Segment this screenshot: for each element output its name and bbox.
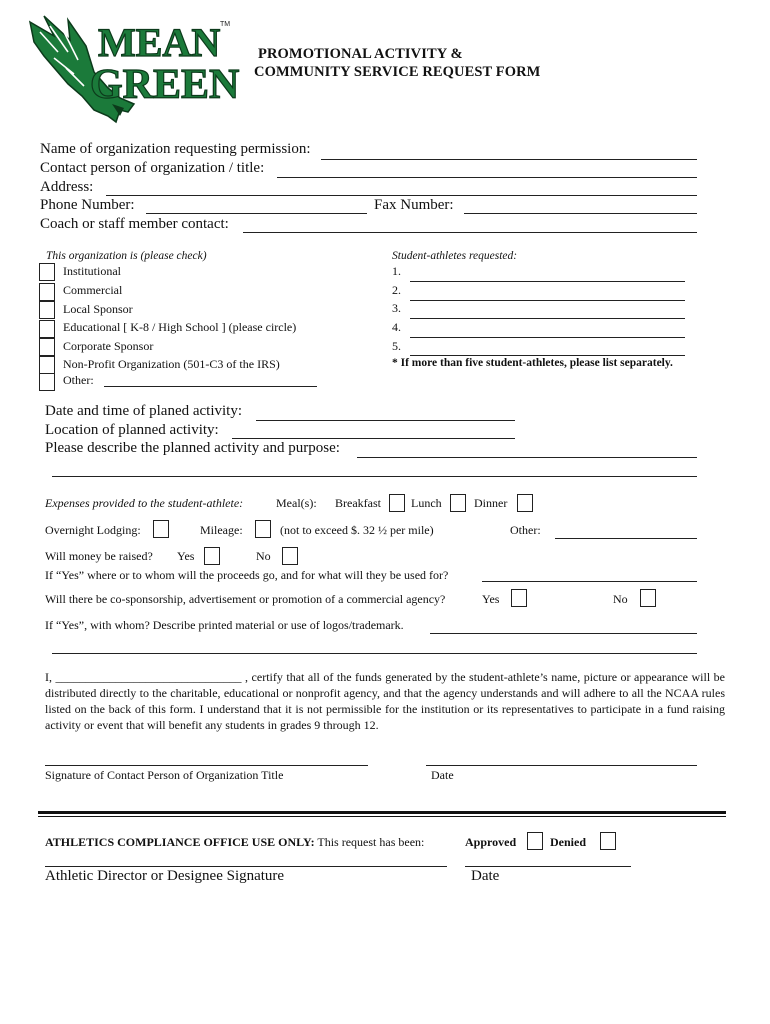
address-field[interactable] (106, 195, 697, 196)
athlete-field-3[interactable] (410, 318, 685, 319)
org-type-heading: This organization is (please check) (46, 250, 207, 262)
ad-signature-label: Athletic Director or Designee Signature (45, 868, 285, 884)
certify-prefix: I, (45, 670, 52, 684)
coach-label: Coach or staff member contact: (40, 216, 229, 232)
checkbox-sponsorship-yes[interactable] (511, 589, 527, 607)
sponsorship-yes-label: Yes (482, 592, 500, 606)
signature-date-label: Date (431, 768, 454, 782)
dinner-label: Dinner (474, 496, 508, 510)
contact-person-field[interactable] (277, 177, 697, 178)
money-question: Will money be raised? (45, 549, 153, 563)
expenses-other-label: Other: (510, 523, 541, 537)
money-if-yes-label: If “Yes” where or to whom will the proceeds go, and for what will they be used for? (45, 568, 449, 582)
org-name-label: Name of organization requesting permission: (40, 141, 311, 157)
coach-field[interactable] (243, 232, 697, 233)
phone-field[interactable] (146, 213, 367, 214)
location-label: Location of planned activity: (45, 422, 219, 438)
mileage-label: Mileage: (200, 523, 243, 537)
expenses-label: Expenses provided to the student-athlete: (45, 496, 244, 510)
section-divider-thin (38, 816, 726, 817)
section-divider-thick (38, 811, 726, 814)
form-title-line2: COMMUNITY SERVICE REQUEST FORM (254, 64, 541, 80)
sponsorship-if-yes-field-1[interactable] (430, 633, 697, 634)
signature-date-field[interactable] (426, 765, 697, 766)
checkbox-money-yes[interactable] (204, 547, 220, 565)
fax-field[interactable] (464, 213, 697, 214)
athlete-field-5[interactable] (410, 355, 685, 356)
checkbox-money-no[interactable] (282, 547, 298, 565)
sponsorship-if-yes-field-2[interactable] (52, 653, 697, 654)
athlete-number: 1. (392, 264, 401, 278)
org-type-option: Corporate Sponsor (63, 339, 154, 353)
athlete-number: 2. (392, 283, 401, 297)
money-yes-label: Yes (177, 549, 195, 563)
certify-name-blank[interactable]: _______________________________ (55, 670, 242, 684)
org-type-other-field[interactable] (104, 386, 317, 387)
logo-line2: GREEN (90, 62, 240, 108)
checkbox-non-profit[interactable] (39, 356, 55, 374)
expenses-other-field[interactable] (555, 538, 697, 539)
sponsorship-no-label: No (613, 592, 628, 606)
date-time-label: Date and time of planed activity: (45, 403, 243, 419)
athlete-field-2[interactable] (410, 300, 685, 301)
denied-label: Denied (550, 835, 586, 849)
fax-label: Fax Number: (374, 197, 454, 213)
lodging-label: Overnight Lodging: (45, 523, 141, 537)
checkbox-lodging[interactable] (153, 520, 169, 538)
certify-text: , certify that all of the funds generated by the student-athlete’s name, picture or appearance will be distributed directly to the charitable, educational or nonprofit agency, and that the agency understands and will adhere to all the NCAA rules listed on the back of this form. I understand that it is not permissible for the institution or its representatives to participate in a fund raising activity or event that will benefit any students in grades 9 through 12. (45, 670, 726, 732)
athlete-field-4[interactable] (410, 337, 685, 338)
compliance-label-rest: This request has been: (314, 835, 425, 849)
lunch-label: Lunch (411, 496, 442, 510)
checkbox-mileage[interactable] (255, 520, 271, 538)
org-type-option: Commercial (63, 283, 123, 297)
eagle-logo-icon (24, 12, 246, 136)
form-title-line1: PROMOTIONAL ACTIVITY & (258, 46, 463, 62)
athletes-note: * If more than five student-athletes, please list separately. (392, 357, 673, 369)
ad-date-label: Date (471, 868, 500, 884)
org-type-other-label: Other: (63, 373, 94, 387)
meals-label: Meal(s): (276, 496, 317, 510)
signature-field[interactable] (45, 765, 368, 766)
signature-label: Signature of Contact Person of Organization Title (45, 768, 284, 782)
athlete-number: 5. (392, 339, 401, 353)
checkbox-approved[interactable] (527, 832, 543, 850)
checkbox-commercial[interactable] (39, 283, 55, 301)
athlete-number: 4. (392, 320, 401, 334)
certification-paragraph (45, 669, 725, 733)
checkbox-local-sponsor[interactable] (39, 301, 55, 319)
describe-label: Please describe the planned activity and purpose: (45, 440, 340, 456)
mileage-note: (not to exceed $. 32 ½ per mile) (280, 523, 434, 537)
phone-label: Phone Number: (40, 197, 135, 213)
money-if-yes-field[interactable] (482, 581, 697, 582)
org-name-field[interactable] (321, 159, 697, 160)
approved-label: Approved (465, 835, 517, 849)
checkbox-institutional[interactable] (39, 263, 55, 281)
sponsorship-if-yes-label: If “Yes”, with whom? Describe printed material or use of logos/trademark. (45, 618, 404, 632)
compliance-label-bold: ATHLETICS COMPLIANCE OFFICE USE ONLY: (45, 835, 315, 849)
ad-date-field[interactable] (465, 866, 631, 867)
describe-field-1[interactable] (357, 457, 697, 458)
money-no-label: No (256, 549, 271, 563)
breakfast-label: Breakfast (335, 496, 381, 510)
logo-line1: MEAN (98, 20, 221, 65)
athlete-number: 3. (392, 301, 401, 315)
ad-signature-field[interactable] (45, 866, 447, 867)
describe-field-2[interactable] (52, 476, 697, 477)
checkbox-educational[interactable] (39, 320, 55, 338)
checkbox-lunch[interactable] (450, 494, 466, 512)
location-field[interactable] (232, 438, 515, 439)
org-type-option: Local Sponsor (63, 302, 133, 316)
logo-tm: TM (220, 21, 231, 28)
sponsorship-question: Will there be co-sponsorship, advertisement or promotion of a commercial agency? (45, 592, 446, 606)
contact-person-label: Contact person of organization / title: (40, 160, 265, 176)
checkbox-corporate-sponsor[interactable] (39, 338, 55, 356)
compliance-label (45, 835, 424, 850)
date-time-field[interactable] (256, 420, 515, 421)
checkbox-breakfast[interactable] (389, 494, 405, 512)
athletes-heading: Student-athletes requested: (392, 250, 518, 262)
org-type-option: Non-Profit Organization (501-C3 of the IRS) (63, 357, 280, 371)
checkbox-other[interactable] (39, 373, 55, 391)
mean-green-logo (24, 12, 246, 136)
athlete-field-1[interactable] (410, 281, 685, 282)
checkbox-sponsorship-no[interactable] (640, 589, 656, 607)
checkbox-denied[interactable] (600, 832, 616, 850)
address-label: Address: (40, 179, 94, 195)
checkbox-dinner[interactable] (517, 494, 533, 512)
org-type-option: Institutional (63, 264, 121, 278)
org-type-option: Educational [ K-8 / High School ] (please circle) (63, 320, 297, 334)
